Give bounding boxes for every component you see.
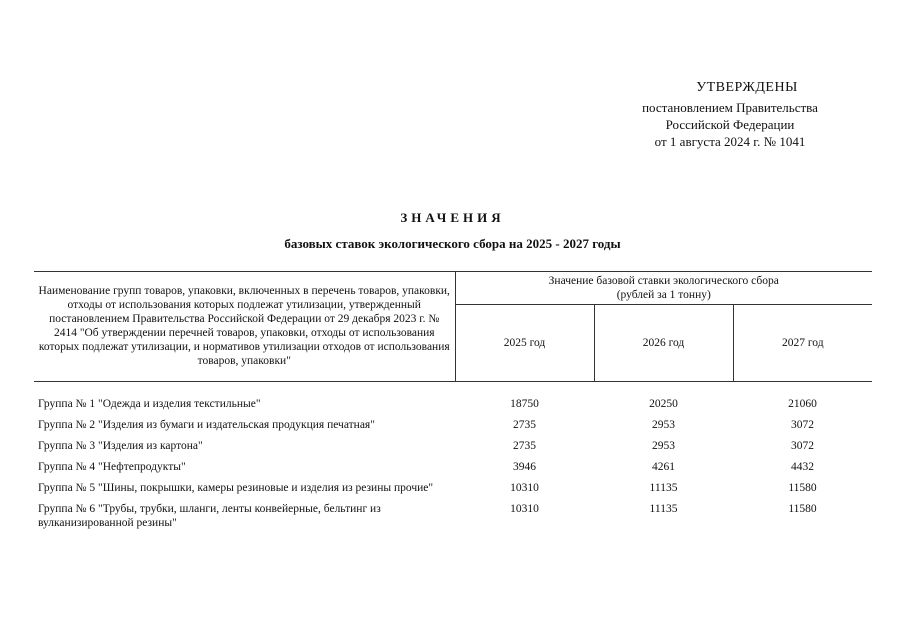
- group-name: Группа № 6 "Трубы, трубки, шланги, ленты конвейерные, бельтинг из вулканизированной резины": [38, 503, 381, 529]
- rate-2026: 2953: [652, 419, 675, 431]
- rates-table-container: [34, 271, 871, 537]
- header-rate-value: [455, 272, 872, 305]
- header-rate-line-1: Значение базовой ставки экологического сбора: [548, 275, 779, 287]
- document-title: ЗНАЧЕНИЯ: [400, 210, 505, 225]
- rate-2025: 10310: [510, 482, 539, 494]
- rate-2027: 21060: [788, 398, 817, 410]
- table-row: [34, 481, 872, 502]
- group-name: Группа № 4 "Нефтепродукты": [38, 461, 186, 473]
- approval-line-2: Российской Федерации: [665, 117, 795, 132]
- rate-2025: 3946: [513, 461, 536, 473]
- approval-title: УТВЕРЖДЕНЫ: [696, 80, 798, 95]
- rate-2026: 20250: [649, 398, 678, 410]
- header-year-2027: 2027 год: [733, 305, 872, 382]
- table-row: [34, 439, 872, 460]
- rate-2025: 2735: [513, 440, 536, 452]
- table-row: [34, 502, 872, 537]
- approval-line-1: постановлением Правительства: [642, 100, 818, 115]
- rate-2026: 2953: [652, 440, 675, 452]
- rate-2025: 2735: [513, 419, 536, 431]
- rate-2025: 10310: [510, 503, 539, 515]
- header-rate-line-2: (рублей за 1 тонну): [616, 289, 711, 301]
- rate-2027: 11580: [788, 503, 817, 515]
- header-year-2025: 2025 год: [455, 305, 594, 382]
- group-name: Группа № 5 "Шины, покрышки, камеры резиновые и изделия из резины прочие": [38, 482, 434, 494]
- rate-2027: 11580: [788, 482, 817, 494]
- approval-block: [590, 79, 870, 150]
- group-name: Группа № 3 "Изделия из картона": [38, 440, 203, 452]
- rates-table: [34, 271, 872, 537]
- rate-2026: 11135: [649, 482, 678, 494]
- rate-2027: 3072: [791, 440, 814, 452]
- table-row: [34, 382, 872, 419]
- header-group-names: Наименование групп товаров, упаковки, включенных в перечень товаров, упаковки, отходы от использования которых подлежат утилизации, утвержденный постановлением Правительства Российской Федерации от 29 декабря 2023 г. № 2414 "Об утверждении перечней товаров, упаковки, отходы от использования которых подлежат утилизации, и нормативов утилизации отходов от использования товаров, упаковки": [34, 272, 455, 382]
- rate-2027: 4432: [791, 461, 814, 473]
- rate-2026: 4261: [652, 461, 675, 473]
- approval-line-3: от 1 августа 2024 г. № 1041: [654, 134, 806, 149]
- rate-2026: 11135: [649, 503, 678, 515]
- rate-2025: 18750: [510, 398, 539, 410]
- table-row: [34, 418, 872, 439]
- group-name: Группа № 2 "Изделия из бумаги и издательская продукция печатная": [38, 419, 375, 431]
- group-name: Группа № 1 "Одежда и изделия текстильные": [38, 398, 261, 410]
- header-year-2026: 2026 год: [594, 305, 733, 382]
- rate-2027: 3072: [791, 419, 814, 431]
- table-row: [34, 460, 872, 481]
- document-subtitle: базовых ставок экологического сбора на 2025 - 2027 годы: [284, 236, 621, 251]
